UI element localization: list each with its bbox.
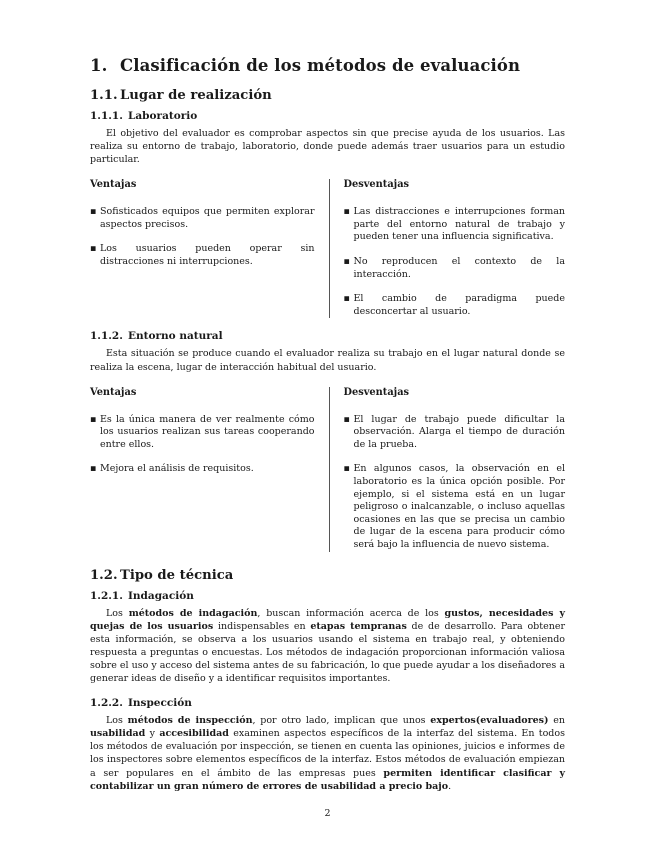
- bullet-icon: ▪: [343, 413, 350, 425]
- bullet-icon: ▪: [90, 413, 97, 425]
- section-1-1-1-heading: 1.1.1. Laboratorio: [90, 110, 198, 122]
- section-1-1-2-heading: 1.1.2. Entorno natural: [90, 330, 223, 343]
- ventajas-title: Ventajas: [90, 386, 137, 398]
- list-item: ▪ Las distracciones e interrupciones forman parte del entorno natural de trabajo y pueden tener una influencia significativa.: [343, 206, 565, 243]
- indagacion-paragraph: Los métodos de indagación, buscan información acerca de los gustos, necesidades y quejas de los usuarios indispensables en etapas tempranas de de desarrollo. Para obtener esta información, se observa a los usuarios usando el sistema en trabajo real, y obteniendo respuesta a preguntas o encuestas. Los métodos de indagación proporcionan información valiosa sobre el uso y acceso del sistema antes de su fabricación, lo que puede ayudar a los diseñadores a generar ideas de diseño y a identificar requisitos importantes.: [90, 607, 566, 685]
- list-item: ▪ Los usuarios pueden operar sin distracciones ni interrupciones.: [90, 243, 315, 268]
- bullet-icon: ▪: [343, 256, 350, 268]
- desventajas-title: Desventajas: [343, 179, 410, 191]
- ventajas-title: Ventajas: [90, 179, 137, 191]
- section-1-heading: 1. Clasificación de los métodos de evaluación: [90, 56, 521, 75]
- bullet-icon: ▪: [343, 206, 350, 218]
- list-item: ▪ Es la única manera de ver realmente cómo los usuarios realizan sus tareas cooperando entre ellos.: [90, 413, 315, 450]
- desventajas-column: [330, 179, 566, 318]
- desventajas-list: [344, 206, 566, 318]
- bullet-icon: ▪: [90, 243, 97, 255]
- ventajas-list: [90, 414, 315, 476]
- list-item: ▪ El cambio de paradigma puede desconcertar al usuario.: [343, 293, 565, 317]
- section-1-2-2-heading: 1.2.2. Inspección: [90, 697, 192, 710]
- list-item: ▪ Mejora el análisis de requisitos.: [90, 463, 254, 475]
- bullet-icon: ▪: [90, 206, 97, 218]
- ventajas-column: [90, 387, 330, 552]
- laboratorio-paragraph: El objetivo del evaluador es comprobar aspectos sin que precise ayuda de los usuarios. Las realiza su entorno de trabajo, laboratorio, donde puede además traer usuarios para un estudio particular.: [90, 128, 565, 166]
- section-1-2-1-heading: 1.2.1. Indagación: [90, 589, 194, 602]
- inspeccion-paragraph: Los métodos de inspección, por otro lado, implican que unos expertos(evaluadores) en usabilidad y accesibilidad examinen aspectos específicos de la interfaz del sistema. En todos los métodos de evaluación por inspección, se tienen en cuenta las opiniones, juicios e informes de los inspectores sobre elementos específicos de la interfaz. Estos métodos de evaluación empiezan a ser populares en el ámbito de las empresas pues permiten identificar clasificar y contabilizar un gran número de errores de usabilidad a precio bajo.: [90, 715, 565, 792]
- bullet-icon: ▪: [343, 463, 350, 475]
- laboratorio-comparison: [90, 179, 565, 318]
- entorno-comparison: [90, 387, 565, 552]
- list-item: ▪ No reproducen el contexto de la interacción.: [343, 256, 565, 280]
- page-number: 2: [324, 808, 331, 819]
- entorno-paragraph: Esta situación se produce cuando el evaluador realiza su trabajo en el lugar natural donde se realiza la escena, lugar de interacción habitual del usuario.: [90, 348, 565, 373]
- desventajas-title: Desventajas: [343, 386, 410, 398]
- list-item: ▪ El lugar de trabajo puede dificultar la observación. Alarga el tiempo de duración de la prueba.: [343, 413, 565, 450]
- ventajas-column: [90, 179, 330, 318]
- desventajas-list: [344, 414, 566, 552]
- desventajas-column: [330, 387, 566, 552]
- section-1-1-heading: 1.1. Lugar de realización: [90, 88, 272, 103]
- list-item: ▪ En algunos casos, la observación en el laboratorio es la única opción posible. Por ejemplo, si el sistema está en un lugar peligroso o inalcanzable, o incluso aquellas ocasiones en las que se precisa un cambio de lugar de la escena para producir cómo será bajo la influencia de nuevo sistema.: [343, 463, 565, 550]
- list-item: ▪ Sofisticados equipos que permiten explorar aspectos precisos.: [90, 206, 315, 230]
- bullet-icon: ▪: [343, 293, 350, 305]
- section-1-2-heading: 1.2. Tipo de técnica: [90, 567, 234, 583]
- document-page: [90, 56, 565, 793]
- bullet-icon: ▪: [90, 463, 97, 475]
- ventajas-list: [90, 206, 315, 268]
